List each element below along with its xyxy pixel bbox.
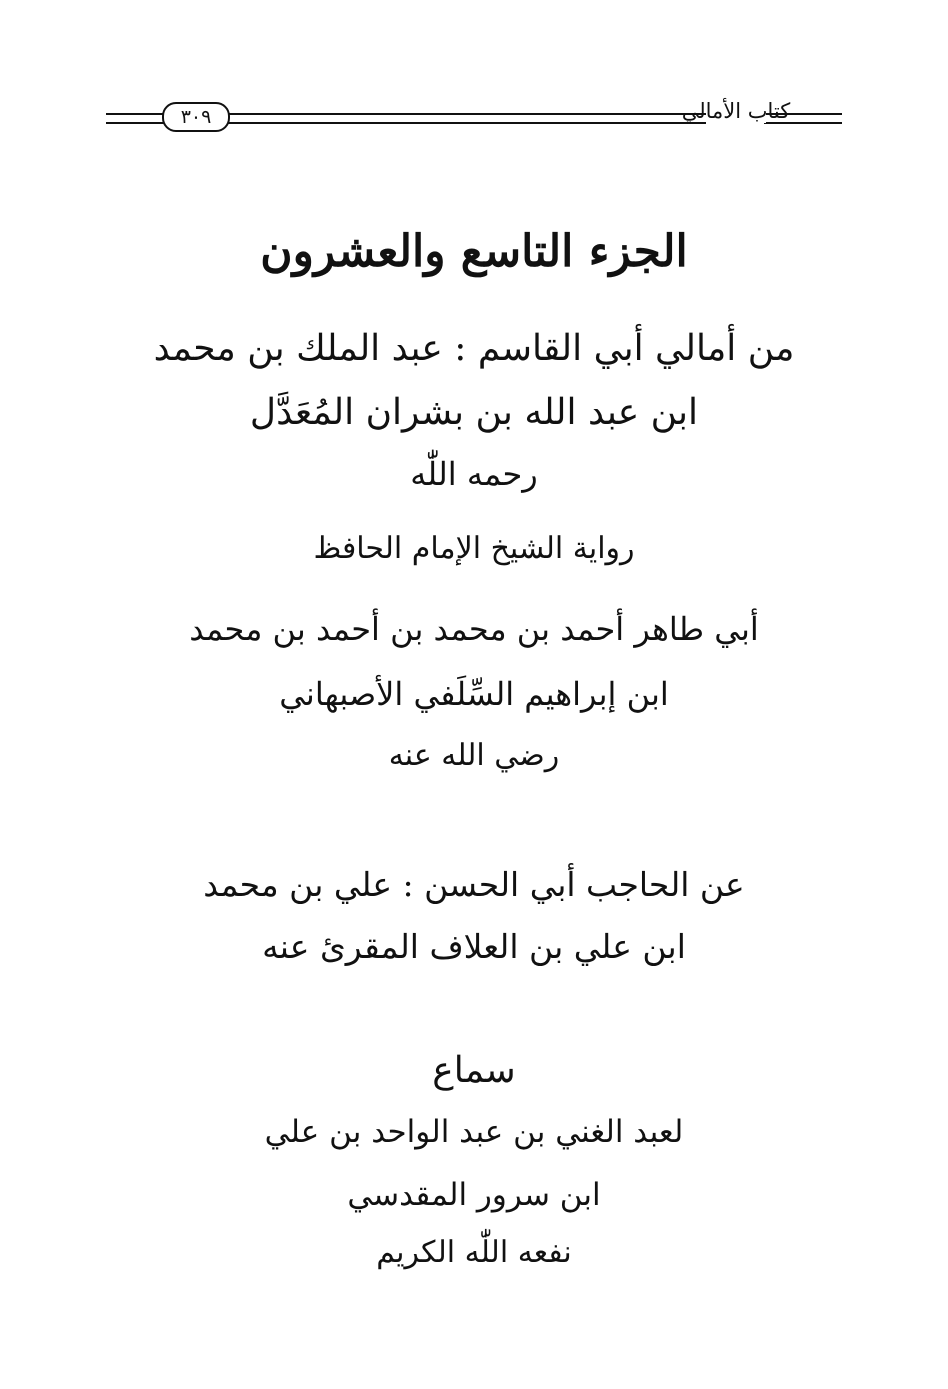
running-title: كتاب الأمالي xyxy=(681,99,791,123)
author-line-1: من أمالي أبي القاسم : عبد الملك بن محمد xyxy=(153,328,795,369)
page-number: ٣٠٩ xyxy=(162,102,230,132)
narrator-blessing: رضي الله عنه xyxy=(388,738,560,773)
hearing-heading: سماع xyxy=(432,1050,516,1091)
source-line-1: عن الحاجب أبي الحسن : علي بن محمد xyxy=(203,865,745,904)
hearing-line-2: ابن سرور المقدسي xyxy=(347,1177,601,1213)
running-header xyxy=(106,96,842,140)
part-title: الجزء التاسع والعشرون xyxy=(260,226,688,277)
header-rule-middle xyxy=(226,113,706,124)
narrator-line-1: أبي طاهر أحمد بن محمد بن أحمد بن محمد xyxy=(189,610,759,648)
hearing-line-1: لعبد الغني بن عبد الواحد بن علي xyxy=(264,1114,684,1150)
author-line-2: ابن عبد الله بن بشران المُعَدَّل xyxy=(249,392,699,433)
narrator-line-2: ابن إبراهيم السِّلَفي الأصبهاني xyxy=(279,675,669,713)
narration-heading: رواية الشيخ الإمام الحافظ xyxy=(313,531,635,566)
author-blessing: رحمه اللّٰه xyxy=(410,455,538,493)
source-line-2: ابن علي بن العلاف المقرئ عنه xyxy=(262,927,686,966)
hearing-blessing: نفعه اللّٰه الكريم xyxy=(376,1235,572,1270)
header-rule-left xyxy=(106,113,164,124)
